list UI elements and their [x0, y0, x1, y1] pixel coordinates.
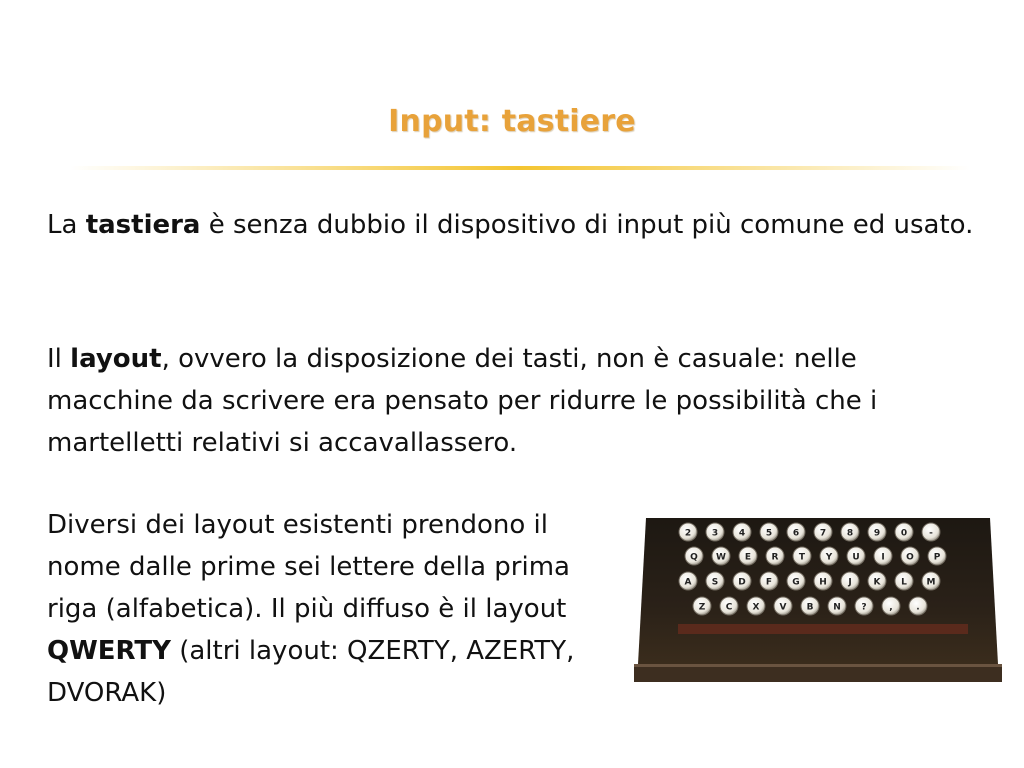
slide-title: Input: tastiere: [388, 104, 636, 139]
key-label: T: [798, 552, 806, 563]
key-label: H: [819, 577, 827, 588]
key-label: K: [873, 577, 881, 588]
key-label: E: [744, 552, 752, 563]
p1-post: è senza dubbio il dispositivo di input più comune ed usato.: [200, 210, 974, 240]
title-underline: [70, 166, 970, 170]
paragraph-keyboard-intro: [47, 204, 987, 246]
key-label: R: [771, 552, 779, 563]
key-label: Q: [690, 552, 698, 563]
key-label: X: [752, 602, 760, 613]
p2-post: , ovvero la disposizione dei tasti, non è casuale: nelle macchine da scrivere era pensato per ridurre le possibilità che i martelletti relativi si accavallassero.: [47, 344, 878, 458]
key-label: 8: [846, 528, 854, 539]
key-label: I: [881, 552, 885, 563]
key-label: N: [833, 602, 841, 613]
key-label: 9: [873, 528, 881, 539]
key-label: ,: [889, 602, 893, 613]
key-label: S: [711, 577, 719, 588]
key-label: F: [765, 577, 773, 588]
key-label: O: [906, 552, 914, 563]
key-label: 2: [684, 528, 692, 539]
key-label: 3: [711, 528, 719, 539]
key-label: M: [926, 577, 936, 588]
p3-post: (altri layout: QZERTY, AZERTY, DVORAK): [47, 636, 575, 708]
typewriter-keyboard-photo: [632, 514, 1004, 684]
key-label: D: [738, 577, 746, 588]
red-strip: [678, 624, 968, 634]
p2-pre: Il: [47, 344, 71, 374]
key-label: G: [792, 577, 800, 588]
p1-pre: La: [47, 210, 86, 240]
key-label: P: [933, 552, 941, 563]
base-highlight: [634, 664, 1002, 667]
key-label: 0: [900, 528, 908, 539]
key-label: A: [684, 577, 692, 588]
key-label: B: [806, 602, 814, 613]
key-label: Z: [698, 602, 706, 613]
key-label: .: [916, 602, 920, 613]
key-label: W: [716, 552, 726, 563]
p1-bold: tastiera: [85, 210, 201, 240]
key-label: 5: [765, 528, 773, 539]
key-label: ?: [861, 602, 867, 613]
key-label: 6: [792, 528, 800, 539]
key-label: V: [779, 602, 787, 613]
p3-pre: Diversi dei layout esistenti prendono il nome dalle prime sei lettere della prima riga (alfabetica). Il più diffuso è il layout: [47, 510, 570, 624]
p3-bold: QWERTY: [47, 636, 171, 666]
key-label: Y: [825, 552, 833, 563]
key-label: C: [725, 602, 733, 613]
key-label: J: [848, 577, 852, 588]
key-label: L: [901, 577, 907, 588]
key-label: 4: [738, 528, 746, 539]
p2-bold: layout: [70, 344, 162, 374]
paragraph-qwerty: [47, 504, 627, 714]
key-label: U: [852, 552, 860, 563]
paragraph-layout: [47, 338, 987, 464]
key-label: -: [929, 528, 933, 539]
key-label: 7: [819, 528, 827, 539]
